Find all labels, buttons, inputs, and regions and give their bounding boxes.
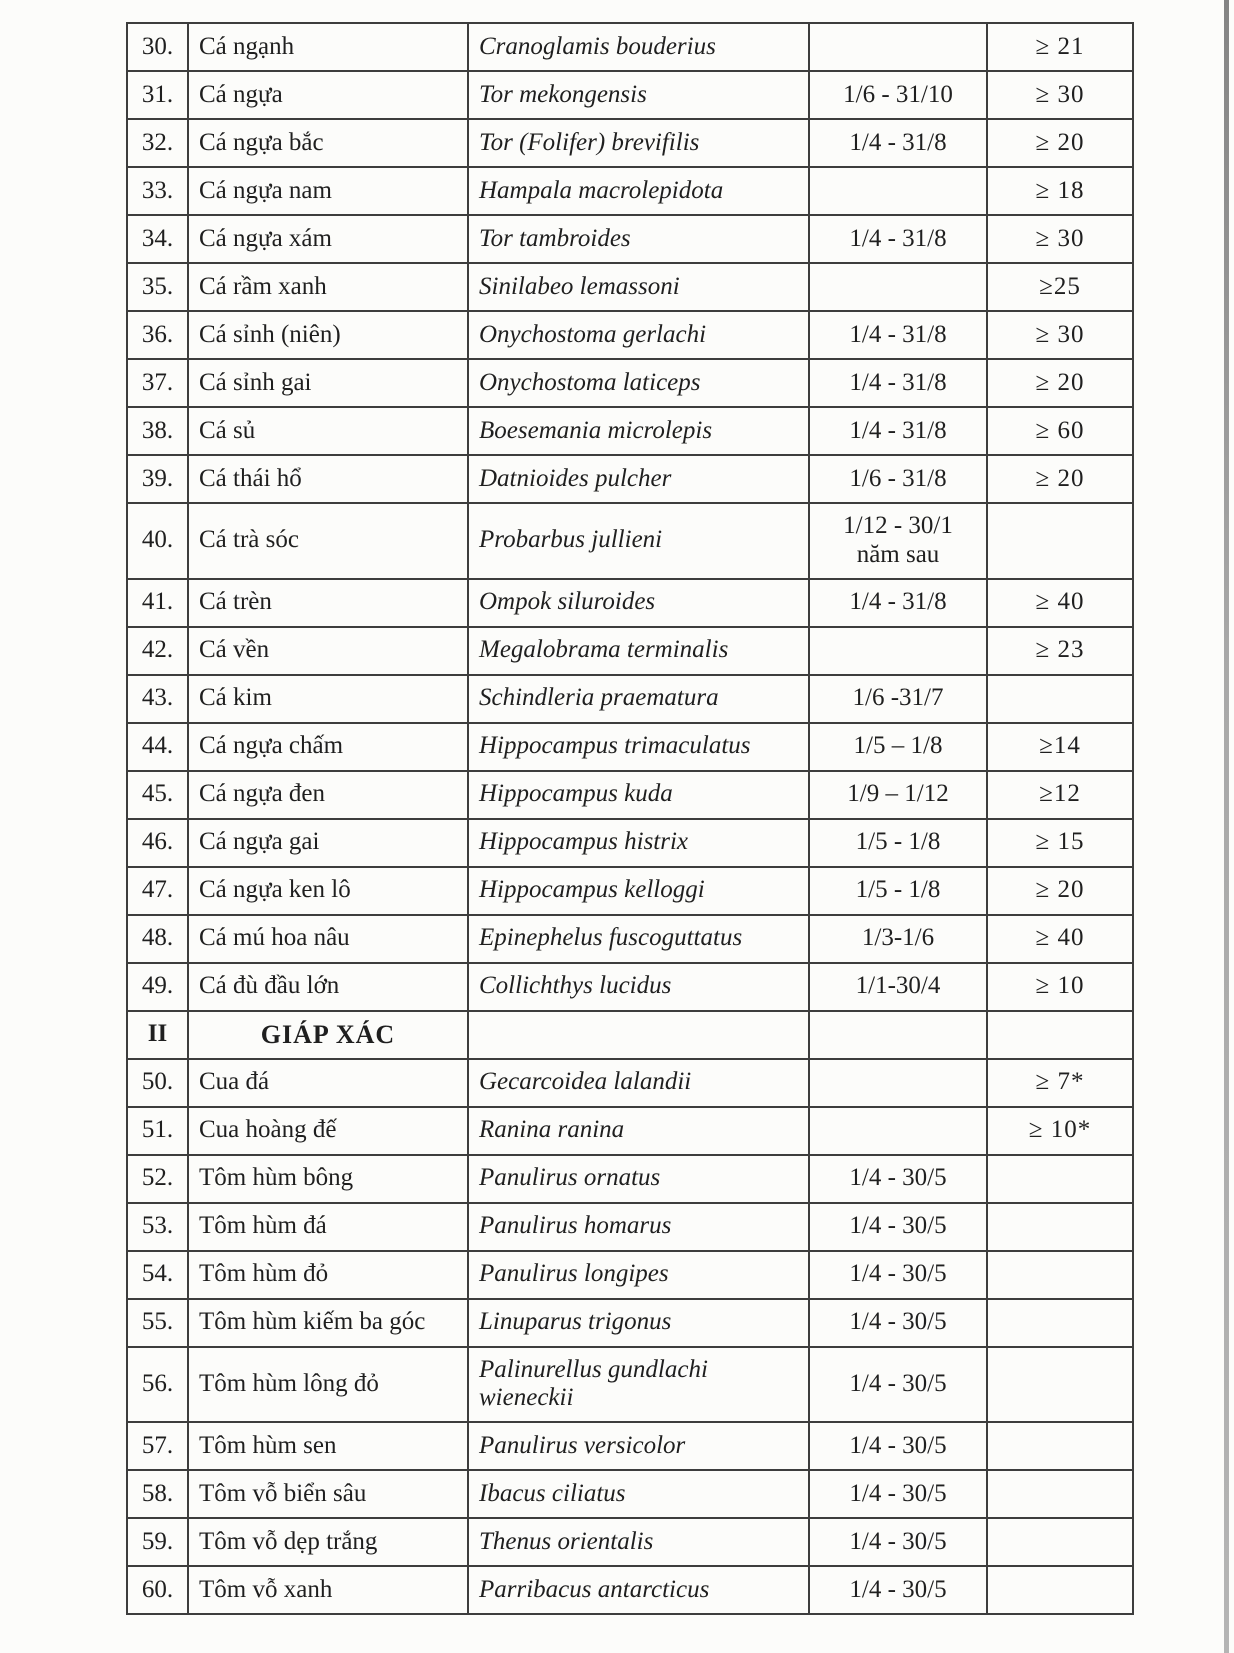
- min-size-cell: ≥ 30: [987, 215, 1133, 263]
- table-row: [127, 1518, 1133, 1566]
- scientific-name-cell: Sinilabeo lemassoni: [468, 263, 809, 311]
- closed-season-cell: 1/5 - 1/8: [809, 819, 987, 867]
- scientific-name-cell: Tor mekongensis: [468, 71, 809, 119]
- row-number-cell: 33.: [127, 167, 188, 215]
- scientific-name-cell: Cranoglamis bouderius: [468, 23, 809, 71]
- closed-season-cell: 1/4 - 30/5: [809, 1347, 987, 1423]
- min-size-cell: ≥ 30: [987, 311, 1133, 359]
- closed-season-cell: [809, 23, 987, 71]
- scientific-name-cell: Tor tambroides: [468, 215, 809, 263]
- row-number-cell: 39.: [127, 455, 188, 503]
- min-size-cell: ≥ 23: [987, 627, 1133, 675]
- common-name-cell: Cá đù đầu lớn: [188, 963, 468, 1011]
- min-size-cell: ≥25: [987, 263, 1133, 311]
- scientific-name-cell: Collichthys lucidus: [468, 963, 809, 1011]
- table-row: [127, 167, 1133, 215]
- common-name-cell: Cá vền: [188, 627, 468, 675]
- table-row: [127, 23, 1133, 71]
- row-number-cell: 60.: [127, 1566, 188, 1614]
- row-number-cell: 58.: [127, 1470, 188, 1518]
- common-name-cell: Tôm hùm kiếm ba góc: [188, 1299, 468, 1347]
- scientific-name-cell: Panulirus longipes: [468, 1251, 809, 1299]
- min-size-cell: ≥ 20: [987, 455, 1133, 503]
- min-size-cell: ≥ 40: [987, 579, 1133, 627]
- closed-season-cell: [809, 1011, 987, 1059]
- min-size-cell: [987, 1347, 1133, 1423]
- closed-season-cell: 1/12 - 30/1 năm sau: [809, 503, 987, 579]
- scientific-name-cell: Linuparus trigonus: [468, 1299, 809, 1347]
- closed-season-cell: 1/4 - 30/5: [809, 1299, 987, 1347]
- closed-season-cell: 1/9 – 1/12: [809, 771, 987, 819]
- row-number-cell: 56.: [127, 1347, 188, 1423]
- table-row: [127, 723, 1133, 771]
- row-number-cell: 30.: [127, 23, 188, 71]
- common-name-cell: Cá mú hoa nâu: [188, 915, 468, 963]
- table-row: [127, 1059, 1133, 1107]
- table-row: [127, 627, 1133, 675]
- row-number-cell: 52.: [127, 1155, 188, 1203]
- common-name-cell: Cá ngựa chấm: [188, 723, 468, 771]
- row-number-cell: 31.: [127, 71, 188, 119]
- common-name-cell: Cua hoàng đế: [188, 1107, 468, 1155]
- closed-season-cell: 1/1-30/4: [809, 963, 987, 1011]
- scientific-name-cell: Datnioides pulcher: [468, 455, 809, 503]
- table-row: [127, 1107, 1133, 1155]
- common-name-cell: Tôm hùm sen: [188, 1422, 468, 1470]
- closed-season-cell: [809, 627, 987, 675]
- table-row: [127, 503, 1133, 579]
- min-size-cell: [987, 1470, 1133, 1518]
- scientific-name-cell: Probarbus jullieni: [468, 503, 809, 579]
- common-name-cell: Cá thái hổ: [188, 455, 468, 503]
- row-number-cell: 59.: [127, 1518, 188, 1566]
- min-size-cell: ≥ 20: [987, 359, 1133, 407]
- common-name-cell: Tôm vỗ biển sâu: [188, 1470, 468, 1518]
- min-size-cell: [987, 1422, 1133, 1470]
- row-number-cell: 51.: [127, 1107, 188, 1155]
- table-row: [127, 119, 1133, 167]
- common-name-cell: Cua đá: [188, 1059, 468, 1107]
- common-name-cell: Cá sỉnh (niên): [188, 311, 468, 359]
- common-name-cell: Cá ngựa gai: [188, 819, 468, 867]
- common-name-cell: GIÁP XÁC: [188, 1011, 468, 1059]
- scientific-name-cell: Gecarcoidea lalandii: [468, 1059, 809, 1107]
- scientific-name-cell: Panulirus homarus: [468, 1203, 809, 1251]
- closed-season-cell: [809, 263, 987, 311]
- scientific-name-cell: Tor (Folifer) brevifilis: [468, 119, 809, 167]
- scan-edge-shadow: [1224, 0, 1229, 1653]
- min-size-cell: [987, 1011, 1133, 1059]
- closed-season-cell: 1/4 - 30/5: [809, 1518, 987, 1566]
- common-name-cell: Tôm hùm bông: [188, 1155, 468, 1203]
- min-size-cell: ≥ 7*: [987, 1059, 1133, 1107]
- closed-season-cell: 1/4 - 31/8: [809, 407, 987, 455]
- row-number-cell: II: [127, 1011, 188, 1059]
- row-number-cell: 36.: [127, 311, 188, 359]
- min-size-cell: ≥ 20: [987, 867, 1133, 915]
- scientific-name-cell: Schindleria praematura: [468, 675, 809, 723]
- scientific-name-cell: Epinephelus fuscoguttatus: [468, 915, 809, 963]
- row-number-cell: 54.: [127, 1251, 188, 1299]
- scientific-name-cell: Ibacus ciliatus: [468, 1470, 809, 1518]
- scientific-name-cell: Palinurellus gundlachi wieneckii: [468, 1347, 809, 1423]
- closed-season-cell: 1/4 - 30/5: [809, 1422, 987, 1470]
- table-row: [127, 359, 1133, 407]
- min-size-cell: ≥ 18: [987, 167, 1133, 215]
- row-number-cell: 48.: [127, 915, 188, 963]
- table-row: [127, 1251, 1133, 1299]
- scientific-name-cell: Thenus orientalis: [468, 1518, 809, 1566]
- closed-season-cell: 1/4 - 31/8: [809, 215, 987, 263]
- row-number-cell: 41.: [127, 579, 188, 627]
- closed-season-cell: [809, 1107, 987, 1155]
- common-name-cell: Cá sỉnh gai: [188, 359, 468, 407]
- common-name-cell: Cá kim: [188, 675, 468, 723]
- scientific-name-cell: Hippocampus histrix: [468, 819, 809, 867]
- row-number-cell: 44.: [127, 723, 188, 771]
- scientific-name-cell: Ompok siluroides: [468, 579, 809, 627]
- min-size-cell: ≥ 20: [987, 119, 1133, 167]
- scientific-name-cell: Onychostoma gerlachi: [468, 311, 809, 359]
- scientific-name-cell: Parribacus antarcticus: [468, 1566, 809, 1614]
- min-size-cell: ≥ 10*: [987, 1107, 1133, 1155]
- row-number-cell: 34.: [127, 215, 188, 263]
- scientific-name-cell: Hippocampus kuda: [468, 771, 809, 819]
- scientific-name-cell: Panulirus versicolor: [468, 1422, 809, 1470]
- scientific-name-cell: Hippocampus kelloggi: [468, 867, 809, 915]
- min-size-cell: ≥ 21: [987, 23, 1133, 71]
- common-name-cell: Cá rầm xanh: [188, 263, 468, 311]
- table-row: [127, 915, 1133, 963]
- min-size-cell: ≥ 15: [987, 819, 1133, 867]
- row-number-cell: 49.: [127, 963, 188, 1011]
- min-size-cell: [987, 1155, 1133, 1203]
- row-number-cell: 57.: [127, 1422, 188, 1470]
- table-row: [127, 1299, 1133, 1347]
- common-name-cell: Cá ngạnh: [188, 23, 468, 71]
- table-row: [127, 407, 1133, 455]
- common-name-cell: Tôm hùm lông đỏ: [188, 1347, 468, 1423]
- row-number-cell: 40.: [127, 503, 188, 579]
- table-row: [127, 1203, 1133, 1251]
- scientific-name-cell: Boesemania microlepis: [468, 407, 809, 455]
- min-size-cell: [987, 1566, 1133, 1614]
- closed-season-cell: 1/4 - 31/8: [809, 579, 987, 627]
- closed-season-cell: 1/5 - 1/8: [809, 867, 987, 915]
- table-row: [127, 819, 1133, 867]
- row-number-cell: 50.: [127, 1059, 188, 1107]
- closed-season-cell: 1/3-1/6: [809, 915, 987, 963]
- scientific-name-cell: Hippocampus trimaculatus: [468, 723, 809, 771]
- closed-season-cell: 1/4 - 30/5: [809, 1155, 987, 1203]
- closed-season-cell: 1/6 - 31/10: [809, 71, 987, 119]
- table-row: [127, 263, 1133, 311]
- scientific-name-cell: Panulirus ornatus: [468, 1155, 809, 1203]
- common-name-cell: Tôm hùm đá: [188, 1203, 468, 1251]
- row-number-cell: 47.: [127, 867, 188, 915]
- closed-season-cell: 1/6 -31/7: [809, 675, 987, 723]
- closed-season-cell: 1/4 - 30/5: [809, 1470, 987, 1518]
- row-number-cell: 32.: [127, 119, 188, 167]
- table-row: [127, 311, 1133, 359]
- min-size-cell: [987, 1203, 1133, 1251]
- min-size-cell: ≥14: [987, 723, 1133, 771]
- min-size-cell: [987, 1518, 1133, 1566]
- row-number-cell: 43.: [127, 675, 188, 723]
- closed-season-cell: 1/4 - 30/5: [809, 1566, 987, 1614]
- table-row: [127, 963, 1133, 1011]
- scientific-name-cell: [468, 1011, 809, 1059]
- closed-season-cell: 1/4 - 30/5: [809, 1251, 987, 1299]
- row-number-cell: 53.: [127, 1203, 188, 1251]
- scientific-name-cell: Ranina ranina: [468, 1107, 809, 1155]
- table-row: [127, 867, 1133, 915]
- common-name-cell: Cá ngựa ken lô: [188, 867, 468, 915]
- common-name-cell: Cá ngựa bắc: [188, 119, 468, 167]
- min-size-cell: [987, 675, 1133, 723]
- species-table-body: [127, 23, 1133, 1614]
- min-size-cell: ≥ 30: [987, 71, 1133, 119]
- table-row: [127, 455, 1133, 503]
- table-row: [127, 1422, 1133, 1470]
- closed-season-cell: 1/5 – 1/8: [809, 723, 987, 771]
- row-number-cell: 45.: [127, 771, 188, 819]
- closed-season-cell: [809, 1059, 987, 1107]
- table-row: [127, 771, 1133, 819]
- row-number-cell: 38.: [127, 407, 188, 455]
- min-size-cell: ≥ 10: [987, 963, 1133, 1011]
- table-row: [127, 579, 1133, 627]
- table-row: [127, 675, 1133, 723]
- scientific-name-cell: Hampala macrolepidota: [468, 167, 809, 215]
- row-number-cell: 42.: [127, 627, 188, 675]
- row-number-cell: 55.: [127, 1299, 188, 1347]
- common-name-cell: Tôm vỗ xanh: [188, 1566, 468, 1614]
- table-row: [127, 1155, 1133, 1203]
- closed-season-cell: 1/6 - 31/8: [809, 455, 987, 503]
- common-name-cell: Cá ngựa đen: [188, 771, 468, 819]
- common-name-cell: Cá ngựa xám: [188, 215, 468, 263]
- min-size-cell: [987, 503, 1133, 579]
- common-name-cell: Cá ngựa: [188, 71, 468, 119]
- row-number-cell: 46.: [127, 819, 188, 867]
- min-size-cell: ≥ 60: [987, 407, 1133, 455]
- table-row: [127, 215, 1133, 263]
- table-row: [127, 1470, 1133, 1518]
- scientific-name-cell: Megalobrama terminalis: [468, 627, 809, 675]
- closed-season-cell: 1/4 - 31/8: [809, 359, 987, 407]
- row-number-cell: 35.: [127, 263, 188, 311]
- table-row: [127, 1347, 1133, 1423]
- row-number-cell: 37.: [127, 359, 188, 407]
- closed-season-cell: 1/4 - 31/8: [809, 311, 987, 359]
- common-name-cell: Tôm hùm đỏ: [188, 1251, 468, 1299]
- min-size-cell: [987, 1299, 1133, 1347]
- closed-season-cell: [809, 167, 987, 215]
- closed-season-cell: 1/4 - 31/8: [809, 119, 987, 167]
- section-header-row: [127, 1011, 1133, 1059]
- table-row: [127, 1566, 1133, 1614]
- common-name-cell: Cá sủ: [188, 407, 468, 455]
- min-size-cell: ≥12: [987, 771, 1133, 819]
- scientific-name-cell: Onychostoma laticeps: [468, 359, 809, 407]
- common-name-cell: Cá trà sóc: [188, 503, 468, 579]
- common-name-cell: Cá trèn: [188, 579, 468, 627]
- common-name-cell: Cá ngựa nam: [188, 167, 468, 215]
- species-table: [126, 22, 1134, 1615]
- common-name-cell: Tôm vỗ dẹp trắng: [188, 1518, 468, 1566]
- table-row: [127, 71, 1133, 119]
- closed-season-cell: 1/4 - 30/5: [809, 1203, 987, 1251]
- min-size-cell: [987, 1251, 1133, 1299]
- min-size-cell: ≥ 40: [987, 915, 1133, 963]
